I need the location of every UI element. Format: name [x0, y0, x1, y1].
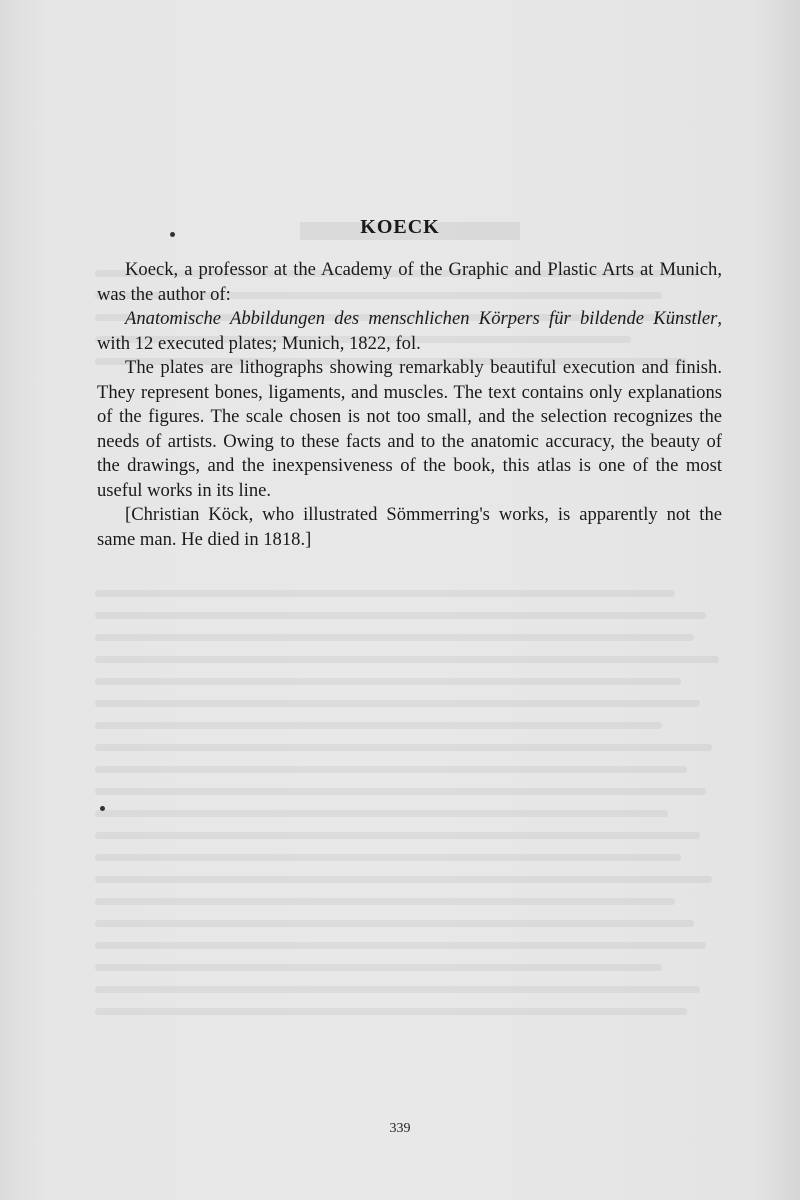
- paragraph-intro: Koeck, a professor at the Academy of the Graphic and Plastic Arts at Munich, was the author of:: [97, 259, 722, 305]
- section-title: KOECK: [360, 216, 440, 238]
- bleed-through-text-lower: [95, 590, 725, 1030]
- paragraph-note: [Christian Köck, who illustrated Sömmerring's works, is apparently not the same man. He died in 1818.]: [97, 504, 722, 550]
- body-text: [97, 258, 722, 552]
- book-details: , with 12 executed plates; Munich, 1822, fol.: [97, 308, 722, 354]
- paragraph-description: The plates are lithographs showing remarkably beautiful execution and finish. They represent bones, ligaments, and muscles. The text contains only explanations of the figures. The scale chosen is not too small, and the selection recognizes the needs of artists. Owing to these facts and to the anatomic accuracy, the beauty of the drawings, and the inexpensiveness of the book, this atlas is one of the most useful works in its line.: [97, 357, 722, 501]
- book-title: Anatomische Abbildungen des menschlichen Körpers für bildende Künstler: [125, 308, 718, 329]
- paragraph-book-reference: [97, 307, 722, 356]
- ink-speck: [100, 806, 105, 811]
- page-number: 339: [389, 1121, 411, 1136]
